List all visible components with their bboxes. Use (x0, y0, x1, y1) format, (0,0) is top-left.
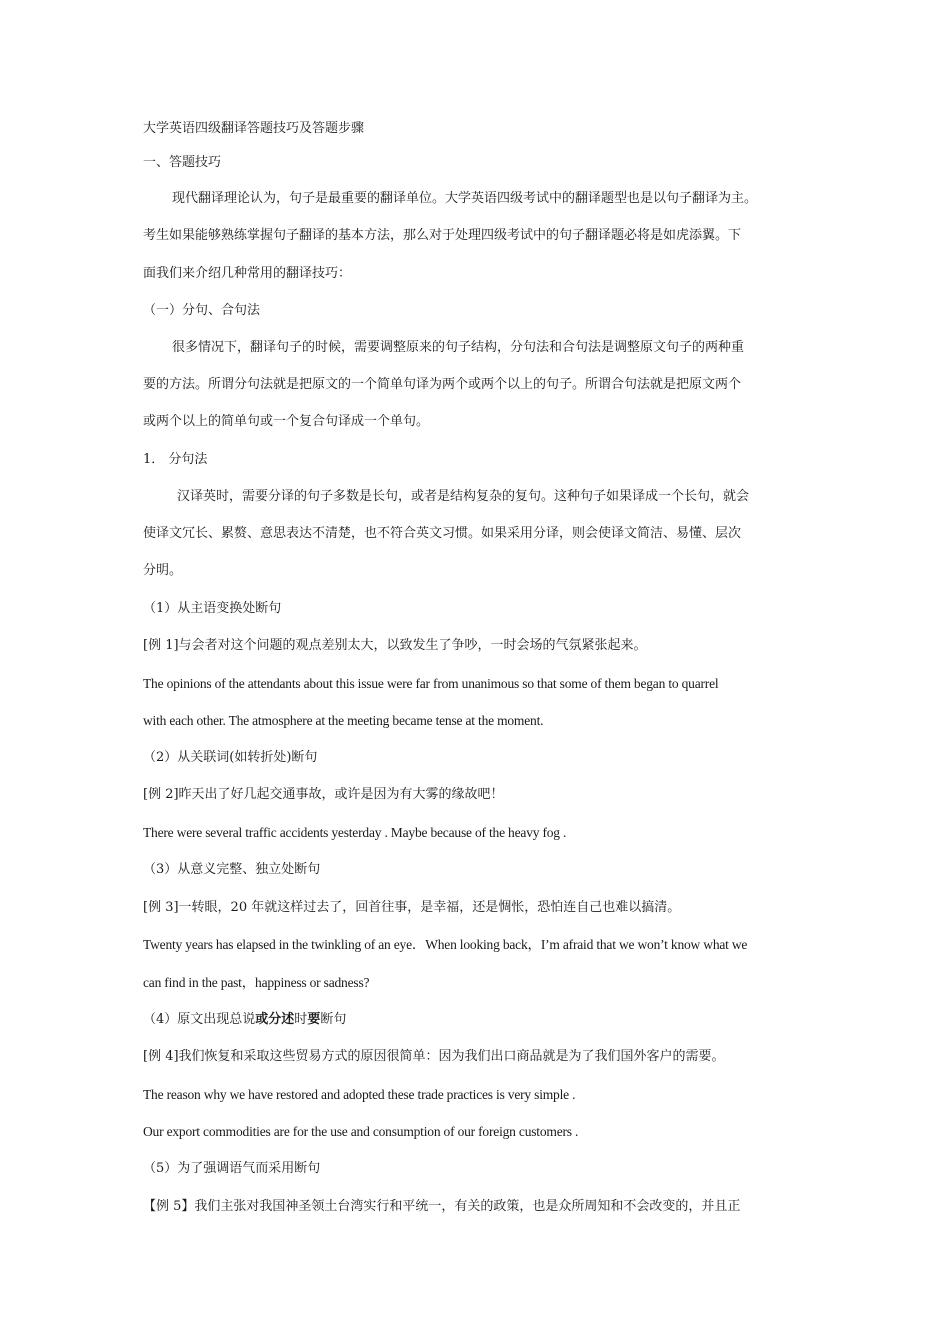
paragraph-line: 面我们来介绍几种常用的翻译技巧： (143, 266, 352, 281)
example-en: The opinions of the attendants about this issue were far from unanimous so that some of them began to quarrel (143, 676, 719, 691)
example-cn: [例 3]一转眼，20 年就这样过去了，回首往事，是幸福，还是惆怅，恐怕连自己也难以搞清。 (143, 900, 681, 915)
section-heading: 一、答题技巧 (143, 155, 222, 170)
example-en: Twenty years has elapsed in the twinkling of an eye．When looking back，I’m afraid that we won’t know what we (143, 937, 748, 952)
document-title: 大学英语四级翻译答题技巧及答题步骤 (143, 121, 365, 136)
example-en: There were several traffic accidents yesterday . Maybe because of the heavy fog . (143, 825, 567, 840)
rule-heading: （3）从意义完整、独立处断句 (143, 862, 321, 877)
method-heading: 1． 分句法 (143, 452, 208, 467)
rule-heading-bold: 或分述 (255, 1012, 295, 1027)
paragraph-line: 很多情况下，翻译句子的时候，需要调整原来的句子结构，分句法和合句法是调整原文句子的两种重 (172, 340, 745, 355)
paragraph-line: 考生如果能够熟练掌握句子翻译的基本方法，那么对于处理四级考试中的句子翻译题必将是如虎添翼。下 (143, 228, 742, 243)
rule-heading: （5）为了强调语气而采用断句 (143, 1161, 321, 1176)
paragraph-line: 现代翻译理论认为，句子是最重要的翻译单位。大学英语四级考试中的翻译题型也是以句子翻译为主。 (172, 191, 758, 206)
example-cn: [例 4]我们恢复和采取这些贸易方式的原因很简单：因为我们出口商品就是为了我们国外客户的需要。 (143, 1049, 725, 1064)
example-en: Our export commodities are for the use and consumption of our foreign customers . (143, 1124, 579, 1139)
rule-heading-part: 断句 (320, 1012, 347, 1027)
paragraph-line: 汉译英时，需要分译的句子多数是长句，或者是结构复杂的复句。这种句子如果译成一个长句，就会 (177, 489, 750, 504)
example-en: can find in the past，happiness or sadness? (143, 975, 370, 990)
rule-heading: （2）从关联词(如转折处)断句 (143, 750, 318, 765)
example-en: with each other. The atmosphere at the meeting became tense at the moment. (143, 713, 544, 728)
paragraph-line: 要的方法。所谓分句法就是把原文的一个简单句译为两个或两个以上的句子。所谓合句法就是把原文两个 (143, 377, 742, 392)
example-cn: [例 1]与会者对这个问题的观点差别太大，以致发生了争吵，一时会场的气氛紧张起来。 (143, 638, 647, 653)
rule-heading-part: （4）原文出现总说 (143, 1012, 256, 1027)
paragraph-line: 使译文冗长、累赘、意思表达不清楚，也不符合英文习惯。如果采用分译，则会使译文简洁、易懂、层次 (143, 526, 742, 541)
rule-heading (143, 1012, 346, 1028)
example-en: The reason why we have restored and adopted these trade practices is very simple . (143, 1087, 576, 1102)
subsection-heading: （一）分句、合句法 (143, 303, 261, 318)
example-cn: 【例 5】我们主张对我国神圣领土台湾实行和平统一，有关的政策，也是众所周知和不会改变的，并且正 (143, 1199, 741, 1214)
rule-heading: （1）从主语变换处断句 (143, 601, 282, 616)
paragraph-line: 或两个以上的简单句或一个复合句译成一个单句。 (143, 414, 430, 429)
rule-heading-part: 时 (294, 1012, 308, 1027)
rule-heading-bold: 要 (307, 1012, 321, 1027)
paragraph-line: 分明。 (143, 563, 183, 578)
example-cn: [例 2]昨天出了好几起交通事故，或许是因为有大雾的缘故吧！ (143, 787, 504, 802)
